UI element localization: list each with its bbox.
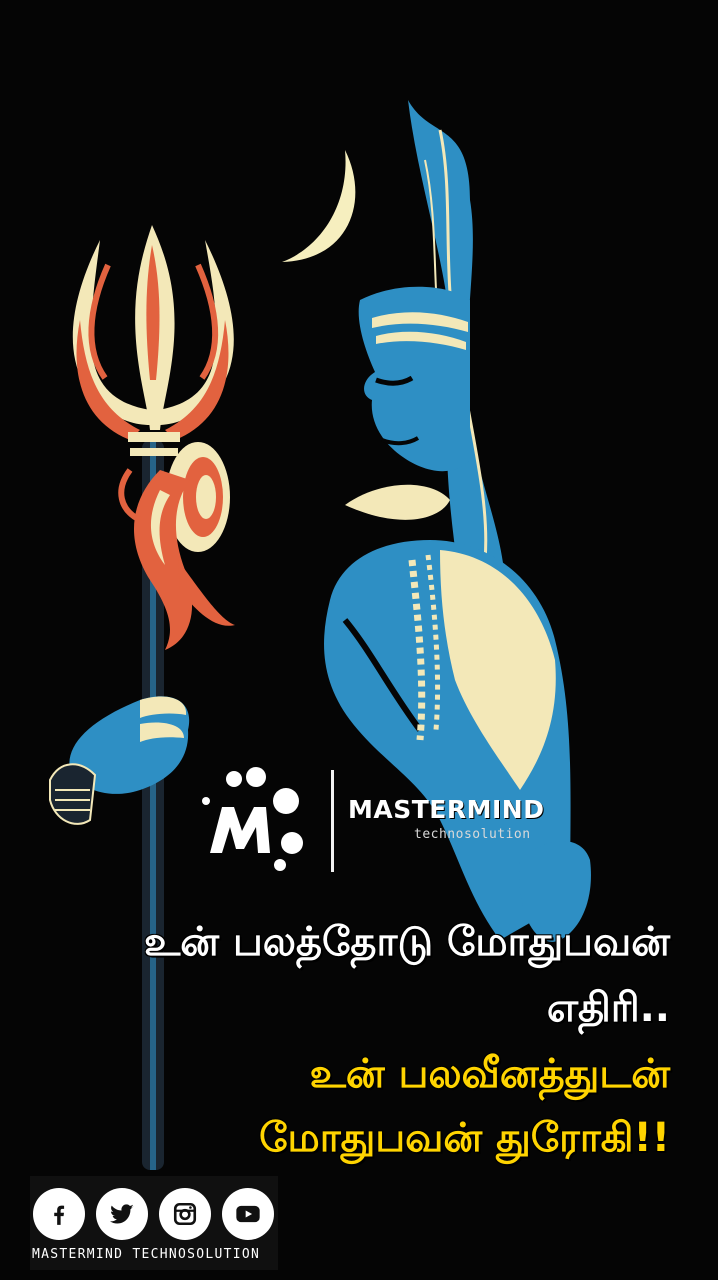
logo-divider bbox=[331, 770, 334, 872]
brand-tagline: technosolution bbox=[414, 827, 531, 842]
quote-line-4: மோதுபவன் துரோகி!! bbox=[259, 1115, 670, 1161]
social-bar bbox=[30, 1176, 278, 1270]
quote-line-3: உன் பலவீனத்துடன் bbox=[309, 1051, 670, 1097]
mastermind-logo bbox=[200, 765, 580, 875]
logo-mark-icon bbox=[200, 765, 330, 875]
social-label: MASTERMIND TECHNOSOLUTION bbox=[32, 1247, 261, 1262]
youtube-icon[interactable] bbox=[222, 1188, 274, 1240]
quote-line-2: எதிரி.. bbox=[546, 985, 670, 1031]
twitter-icon[interactable] bbox=[96, 1188, 148, 1240]
crescent-moon bbox=[282, 150, 355, 262]
social-icons bbox=[33, 1188, 274, 1240]
instagram-icon[interactable] bbox=[159, 1188, 211, 1240]
facebook-icon[interactable] bbox=[33, 1188, 85, 1240]
left-hand bbox=[50, 696, 189, 824]
quote-line-1: உன் பலத்தோடு மோதுபவன் bbox=[143, 919, 670, 965]
brand-name: MASTERMIND bbox=[348, 795, 545, 824]
trident-head bbox=[73, 225, 234, 456]
